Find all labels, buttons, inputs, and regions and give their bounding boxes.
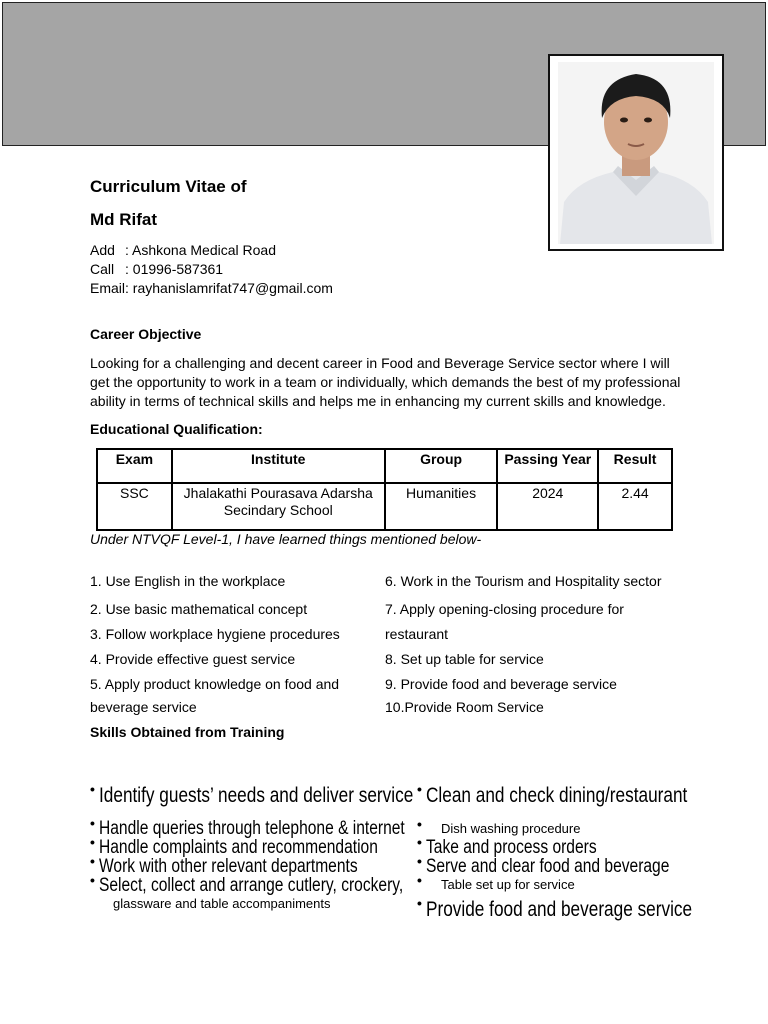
address-line	[90, 242, 276, 258]
list-item: 1. Use English in the workplace	[90, 573, 286, 589]
list-item: 7. Apply opening-closing procedure for	[385, 601, 624, 617]
email-line	[90, 280, 333, 296]
skill-text: Table set up for service	[441, 877, 575, 892]
institute-cell	[172, 483, 385, 530]
call-value: : 01996-587361	[125, 261, 224, 277]
skill-text: Serve and clear food and beverage	[426, 856, 670, 877]
list-item: 4. Provide effective guest service	[90, 651, 296, 667]
call-label: Call	[90, 261, 115, 277]
address-value: : Ashkona Medical Road	[125, 242, 276, 258]
bullet-icon: •	[90, 815, 95, 831]
career-objective-text: Looking for a challenging and decent career in Food and Beverage Service sector where I will get the opportunity to work in a team or individually, which demands the best of my professional ability in terms of technical skills and helps me in enhancing my current skills and knowledge.	[90, 355, 681, 409]
list-item: 3. Follow workplace hygiene procedures	[90, 626, 340, 642]
skill-item	[417, 781, 688, 807]
bullet-icon: •	[417, 816, 422, 832]
skill-text: Handle queries through telephone & internet	[99, 818, 405, 839]
skill-text: Provide food and beverage service	[426, 898, 693, 921]
column-header: Exam	[97, 449, 172, 483]
list-item: beverage service	[90, 699, 197, 715]
institute-line: Jhalakathi Pourasava Adarsha	[183, 485, 373, 501]
ntvqf-intro: Under NTVQF Level-1, I have learned things mentioned below-	[90, 531, 482, 547]
list-item: 10.Provide Room Service	[385, 699, 544, 715]
year-cell: 2024	[497, 483, 598, 530]
bullet-icon: •	[417, 853, 422, 869]
bullet-icon: •	[90, 781, 95, 797]
cv-title: Curriculum Vitae of	[90, 177, 247, 196]
skill-item	[90, 781, 414, 807]
list-item: 9. Provide food and beverage service	[385, 676, 617, 692]
column-header: Passing Year	[497, 449, 598, 483]
skill-text: Take and process orders	[426, 837, 597, 858]
career-objective-heading: Career Objective	[90, 326, 202, 342]
bullet-icon: •	[90, 834, 95, 850]
table-header-row	[97, 449, 672, 483]
exam-cell: SSC	[97, 483, 172, 530]
list-item: 8. Set up table for service	[385, 651, 544, 667]
education-heading: Educational Qualification:	[90, 421, 263, 437]
column-header: Result	[598, 449, 672, 483]
table-row	[97, 483, 672, 530]
email-label: Email:	[90, 280, 129, 296]
call-line	[90, 261, 223, 277]
bullet-icon: •	[90, 853, 95, 869]
address-label: Add	[90, 242, 115, 258]
group-cell: Humanities	[385, 483, 498, 530]
bullet-icon: •	[417, 895, 422, 911]
skill-text: Handle complaints and recommendation	[99, 837, 378, 858]
profile-photo	[548, 54, 724, 251]
education-table	[96, 448, 673, 531]
list-item: 2. Use basic mathematical concept	[90, 601, 308, 617]
list-item: 6. Work in the Tourism and Hospitality sector	[385, 573, 662, 589]
institute-line: Secindary School	[223, 502, 333, 518]
bullet-icon: •	[417, 781, 422, 797]
skill-text: Dish washing procedure	[441, 821, 581, 836]
skill-text-continued: glassware and table accompaniments	[113, 896, 331, 911]
column-header: Group	[385, 449, 498, 483]
result-cell: 2.44	[598, 483, 672, 530]
list-item: restaurant	[385, 626, 449, 642]
email-value: rayhanislamrifat747@gmail.com	[132, 280, 333, 296]
skill-item	[417, 895, 693, 921]
skill-text: Select, collect and arrange cutlery, crockery,	[99, 875, 404, 896]
bullet-icon: •	[417, 834, 422, 850]
portrait-image	[558, 62, 714, 244]
skill-text: Clean and check dining/restaurant	[426, 784, 688, 807]
list-item: 5. Apply product knowledge on food and	[90, 676, 340, 692]
bullet-icon: •	[417, 872, 422, 888]
skill-text: Work with other relevant departments	[99, 856, 358, 877]
bullet-icon: •	[90, 872, 95, 888]
skill-text: Identify guests’ needs and deliver service	[99, 784, 414, 807]
skill-item	[417, 872, 575, 893]
skill-item	[90, 872, 404, 896]
column-header: Institute	[172, 449, 385, 483]
candidate-name: Md Rifat	[90, 210, 158, 229]
skills-heading: Skills Obtained from Training	[90, 724, 285, 740]
